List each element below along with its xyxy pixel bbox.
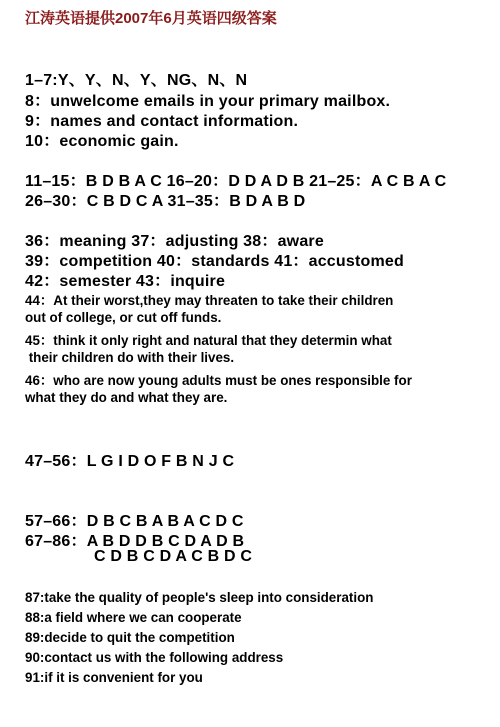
answer-line: 11–15：B D B A C 16–20：D D A D B 21–25：A C B A C [25, 173, 447, 190]
answer-line: 39：competition 40：standards 41：accustomed [25, 253, 404, 270]
answer-line: 44：At their worst,they may threaten to take their children [25, 293, 394, 308]
answer-line: 88:a field where we can cooperate [25, 610, 242, 625]
answer-line: 9：names and contact information. [25, 113, 299, 130]
answer-line: 10：economic gain. [25, 133, 179, 150]
answer-line: 91:if it is convenient for you [25, 670, 203, 685]
answer-line: 47–56：L G I D O F B N J C [25, 453, 235, 470]
answer-line: C D B C D A C B D C [94, 548, 253, 565]
answer-line: 42：semester 43：inquire [25, 273, 226, 290]
answer-line: 87:take the quality of people's sleep into consideration [25, 590, 374, 605]
answer-line: 57–66：D B C B A B A C D C [25, 513, 244, 530]
answer-line: 1–7:Y、Y、N、Y、NG、N、N [25, 72, 248, 89]
answer-line: 26–30：C B D C A 31–35：B D A B D [25, 193, 306, 210]
answer-line: 89:decide to quit the competition [25, 630, 235, 645]
answer-line: 67–86：A B D D B C D A D B [25, 533, 245, 550]
answer-line: 90:contact us with the following address [25, 650, 284, 665]
answer-line: out of college, or cut off funds. [25, 310, 222, 325]
answer-line: 45：think it only right and natural that they determin what [25, 333, 392, 348]
answer-line: 36：meaning 37：adjusting 38：aware [25, 233, 324, 250]
answer-line: their children do with their lives. [25, 350, 235, 365]
answer-line: what they do and what they are. [25, 390, 228, 405]
answer-line: 46：who are now young adults must be ones responsible for [25, 373, 412, 388]
answer-line: 8：unwelcome emails in your primary mailbox. [25, 93, 391, 110]
page-title: 江涛英语提供2007年6月英语四级答案 [25, 10, 277, 27]
